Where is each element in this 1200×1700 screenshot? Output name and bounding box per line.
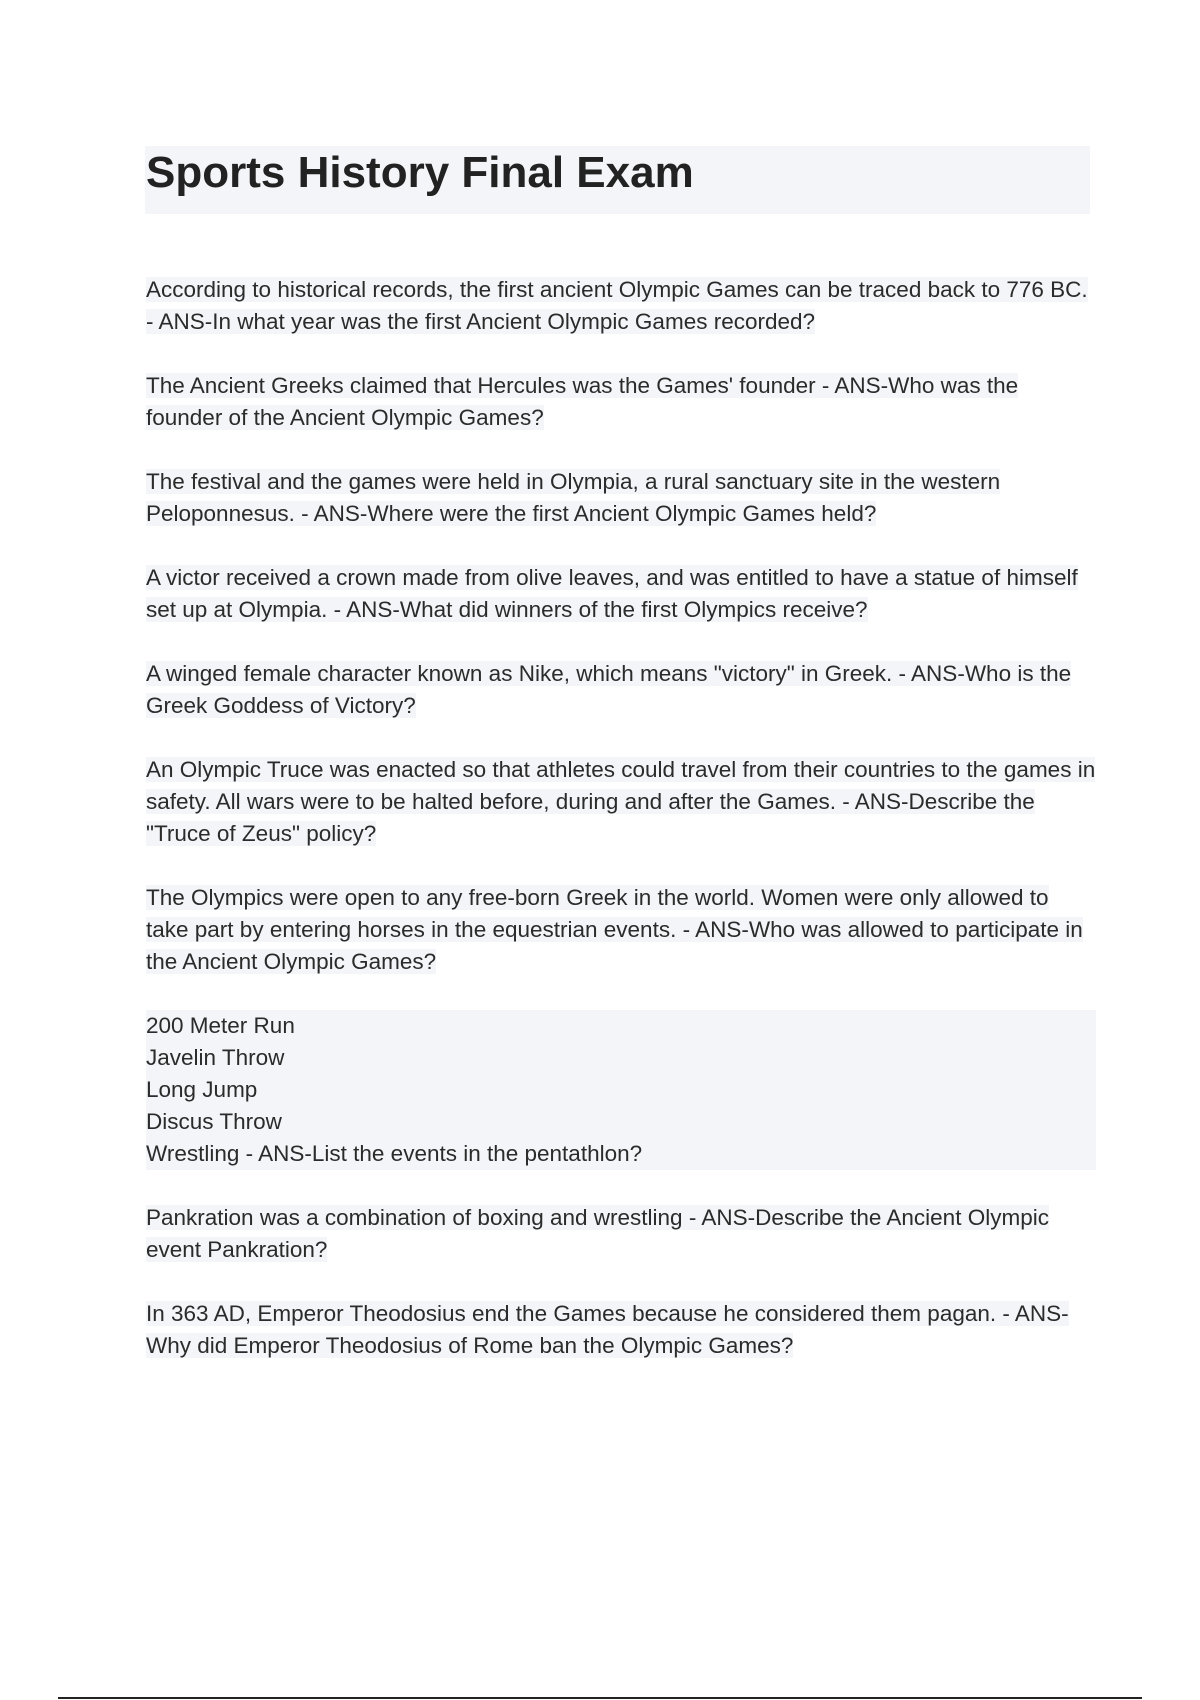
pentathlon-event bbox=[146, 1010, 1096, 1042]
qa-separator: - ANS- bbox=[239, 1141, 312, 1166]
qa-item-1-text bbox=[146, 277, 1088, 334]
qa-separator: - ANS- bbox=[996, 1301, 1069, 1326]
pentathlon-event bbox=[146, 1106, 1096, 1138]
qa-separator: - ANS- bbox=[892, 661, 965, 686]
qa-item-4 bbox=[146, 562, 1096, 626]
qa-item-2-text bbox=[146, 373, 1018, 430]
qa-answer: The Olympics were open to any free-born Greek in the world. Women were only allowed to take part by entering horses in the equestrian events. bbox=[146, 885, 1049, 942]
qa-list bbox=[146, 274, 1096, 1394]
qa-item-3-text bbox=[146, 469, 1000, 526]
qa-separator: - ANS- bbox=[835, 789, 909, 814]
qa-item-10-text bbox=[146, 1301, 1069, 1358]
qa-answer: In 363 AD, Emperor Theodosius end the Games because he considered them pagan. bbox=[146, 1301, 997, 1326]
qa-answer: An Olympic Truce was enacted so that athletes could travel from their countries to the games in safety. All wars were to be halted before, during and after the Games. bbox=[146, 757, 1096, 814]
pentathlon-event bbox=[146, 1042, 1096, 1074]
qa-answer: Pankration was a combination of boxing and wrestling bbox=[146, 1205, 683, 1230]
qa-question: Who is the Greek Goddess of Victory? bbox=[146, 661, 1072, 718]
qa-separator: - ANS- bbox=[327, 597, 400, 622]
qa-question: Who was the founder of the Ancient Olympic Games? bbox=[146, 373, 1019, 430]
qa-answer: A winged female character known as Nike, which means "victory" in Greek. bbox=[146, 661, 893, 686]
qa-question: Who was allowed to participate in the Ancient Olympic Games? bbox=[146, 917, 1083, 974]
qa-item-9-text bbox=[146, 1205, 1049, 1262]
qa-item-10 bbox=[146, 1298, 1096, 1362]
qa-item-6-text bbox=[146, 757, 1095, 846]
pentathlon-event-text: Wrestling bbox=[146, 1141, 240, 1166]
qa-question: Why did Emperor Theodosius of Rome ban the Olympic Games? bbox=[146, 1333, 794, 1358]
qa-item-7 bbox=[146, 882, 1096, 978]
qa-item-9 bbox=[146, 1202, 1096, 1266]
qa-item-2 bbox=[146, 370, 1096, 434]
pentathlon-last-text bbox=[146, 1141, 642, 1166]
qa-question: In what year was the first Ancient Olympic Games recorded? bbox=[212, 309, 816, 334]
qa-separator: - ANS- bbox=[682, 1205, 756, 1230]
qa-separator: - ANS- bbox=[676, 917, 749, 942]
qa-question: List the events in the pentathlon? bbox=[311, 1141, 643, 1166]
qa-item-5-text bbox=[146, 661, 1071, 718]
qa-answer: A victor received a crown made from olive leaves, and was entitled to have a statue of himself set up at Olympia. bbox=[146, 565, 1078, 622]
qa-item-6 bbox=[146, 754, 1096, 850]
qa-separator: - ANS- bbox=[294, 501, 368, 526]
qa-item-1 bbox=[146, 274, 1096, 338]
qa-question: Describe the "Truce of Zeus" policy? bbox=[146, 789, 1035, 846]
document-title: Sports History Final Exam bbox=[146, 148, 694, 197]
qa-question: Describe the Ancient Olympic event Pankration? bbox=[146, 1205, 1049, 1262]
pentathlon-event-text: Javelin Throw bbox=[146, 1045, 285, 1070]
pentathlon-event-last bbox=[146, 1138, 1096, 1170]
footer-rule bbox=[58, 1697, 1142, 1699]
qa-item-pentathlon bbox=[146, 1010, 1096, 1170]
pentathlon-event-text: Discus Throw bbox=[146, 1109, 282, 1134]
pentathlon-event bbox=[146, 1074, 1096, 1106]
qa-question: Where were the first Ancient Olympic Games held? bbox=[367, 501, 877, 526]
qa-separator: - ANS- bbox=[146, 309, 213, 334]
qa-answer: According to historical records, the first ancient Olympic Games can be traced back to 776 BC. bbox=[146, 277, 1088, 302]
qa-item-4-text bbox=[146, 565, 1078, 622]
qa-answer: The festival and the games were held in Olympia, a rural sanctuary site in the western Peloponnesus. bbox=[146, 469, 1001, 526]
qa-answer: The Ancient Greeks claimed that Hercules was the Games' founder bbox=[146, 373, 816, 398]
pentathlon-event-text: Long Jump bbox=[146, 1077, 258, 1102]
qa-question: What did winners of the first Olympics receive? bbox=[399, 597, 868, 622]
pentathlon-event-text: 200 Meter Run bbox=[146, 1013, 295, 1038]
qa-separator: - ANS- bbox=[815, 373, 889, 398]
qa-item-5 bbox=[146, 658, 1096, 722]
qa-item-7-text bbox=[146, 885, 1083, 974]
qa-item-3 bbox=[146, 466, 1096, 530]
